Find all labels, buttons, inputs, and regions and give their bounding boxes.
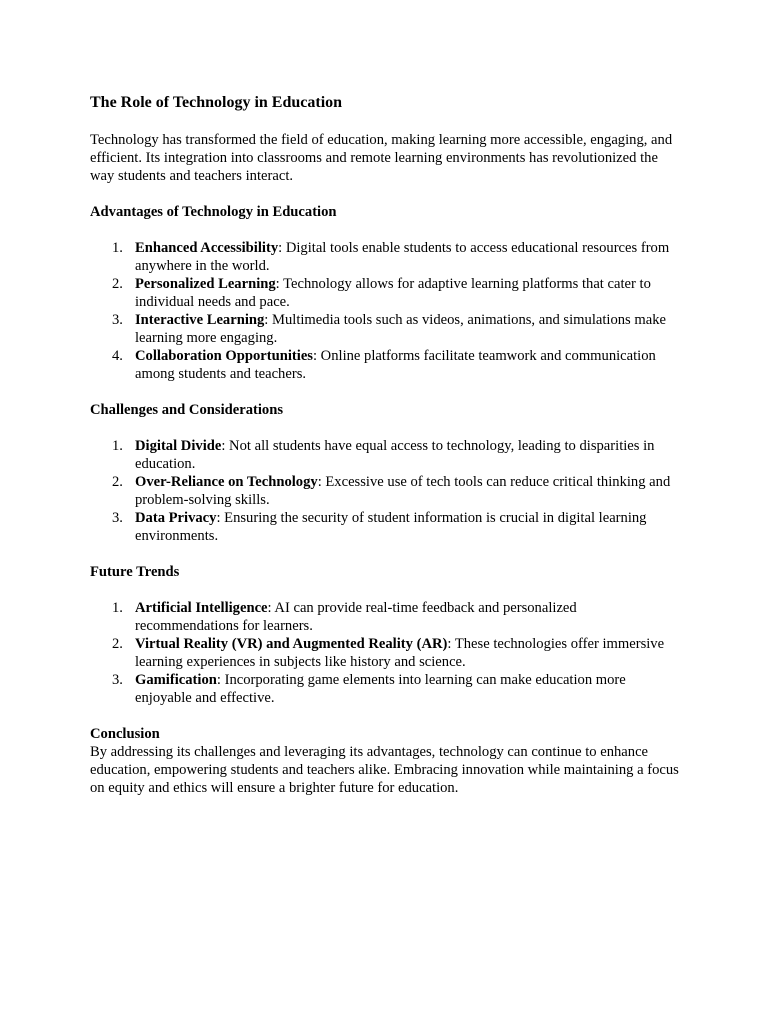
list-number: 3. [112,312,123,328]
list-term: Gamification [135,672,217,688]
list-number: 1. [112,240,123,256]
conclusion-heading: Conclusion [90,726,160,742]
list-item [90,347,680,383]
list-term: Virtual Reality (VR) and Augmented Reality (AR) [135,636,448,652]
advantages-list [90,239,680,383]
document-title: The Role of Technology in Education [90,94,343,111]
list-item [90,437,680,473]
list-number: 4. [112,348,123,364]
list-term: Collaboration Opportunities [135,348,313,364]
list-text: : Incorporating game elements into learning can make education more enjoyable and effective. [135,672,626,706]
list-item [90,239,680,275]
list-term: Interactive Learning [135,312,265,328]
list-number: 1. [112,600,123,616]
list-term: Digital Divide [135,438,222,454]
challenges-list [90,437,680,545]
conclusion-paragraph: By addressing its challenges and leveraging its advantages, technology can continue to enhance education, empowering students and teachers alike. Embracing innovation while maintaining a focus on equity and ethics will ensure a brighter future for education. [90,744,679,796]
list-item [90,275,680,311]
list-item [90,473,680,509]
list-item [90,509,680,545]
list-term: Over-Reliance on Technology [135,474,318,490]
list-item [90,311,680,347]
list-term: Personalized Learning [135,276,276,292]
list-text: : Digital tools enable students to access educational resources from anywhere in the world. [135,240,670,274]
list-text: : Technology allows for adaptive learning platforms that cater to individual needs and pace. [135,276,651,310]
list-number: 3. [112,510,123,526]
list-number: 2. [112,636,123,652]
list-text: : Ensuring the security of student information is crucial in digital learning environments. [135,510,647,544]
future-trends-heading: Future Trends [90,564,180,580]
future-trends-list [90,599,680,707]
list-number: 3. [112,672,123,688]
intro-paragraph: Technology has transformed the field of education, making learning more accessible, engaging, and efficient. Its integration into classrooms and remote learning environments has revolutionized the way students and teachers interact. [90,132,673,184]
advantages-heading: Advantages of Technology in Education [90,204,337,220]
list-text: : Excessive use of tech tools can reduce critical thinking and problem-solving skills. [135,474,671,508]
list-term: Enhanced Accessibility [135,240,279,256]
list-text: : Online platforms facilitate teamwork and communication among students and teachers. [135,348,656,382]
list-text: : Not all students have equal access to technology, leading to disparities in education. [135,438,655,472]
list-number: 2. [112,474,123,490]
list-term: Data Privacy [135,510,217,526]
challenges-heading: Challenges and Considerations [90,402,283,418]
list-item [90,599,680,635]
list-item [90,671,680,707]
list-term: Artificial Intelligence [135,600,268,616]
list-text: : AI can provide real-time feedback and personalized recommendations for learners. [135,600,577,634]
list-number: 2. [112,276,123,292]
list-text: : Multimedia tools such as videos, animations, and simulations make learning more engaging. [135,312,666,346]
list-number: 1. [112,438,123,454]
list-text: : These technologies offer immersive learning experiences in subjects like history and science. [135,636,665,670]
list-item [90,635,680,671]
document-page [90,93,680,797]
